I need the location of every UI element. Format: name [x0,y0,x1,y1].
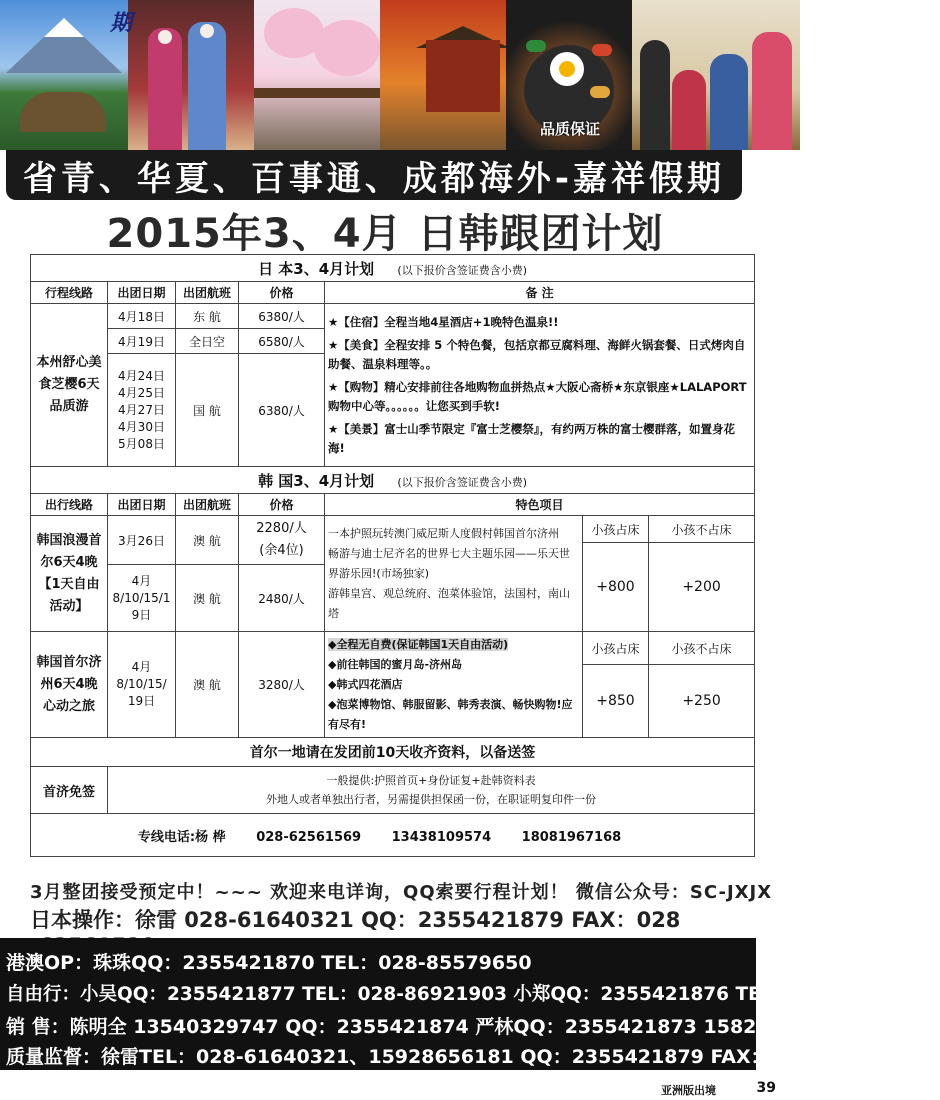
page-number: 39 [756,1080,776,1096]
visa-free-requirements: 一般提供:护照首页+身份证复+赴韩资料表 外地人或者单独出行者，另需提供担保函一份，在职证明复印件一份 [108,767,755,814]
quality-supervision-contact: 质量监督：徐雷TEL：028-61640321、15928656181 QQ：2355421879 FAX：028-62561520 [6,1046,923,1068]
agency-banner: 省青、华夏、百事通、成都海外-嘉祥假期 [6,150,742,200]
korea-route-2: 韩国首尔济州6天4晚心动之旅 [31,632,108,738]
publisher-label: 亚洲版出境 [661,1084,716,1097]
price: 3280/人 [239,632,325,738]
autumn-temple-photo [380,0,506,150]
note-scenery: ★【美景】富士山季节限定『富士芝樱祭』，有约两万株的富士樱群落，如置身花海! [328,421,736,455]
japan-column-headers [31,282,755,304]
airline: 全日空 [176,329,239,354]
col-price: 价格 [239,494,325,516]
table-row [31,304,755,329]
departure-dates: 4月 8/10/15/1 9日 [108,565,176,632]
korea-tour1-features: 一本护照玩转澳门威尼斯人度假村韩国首尔济州 畅游与迪士尼齐名的世界七大主题乐园——乐天世界游乐园!(市场独家) 游韩皇宫、观总统府、泡菜体验馆，法国村，南山塔 [325,516,583,632]
sales-contact: 销 售：陈明全 13540329747 QQ：2355421874 严林QQ：2355421873 15828313386 [6,1016,849,1038]
airline: 澳 航 [176,632,239,738]
child-nobed-label: 小孩不占床 [649,516,755,543]
geisha-photo [128,0,254,150]
child-nobed-price: +250 [649,665,755,738]
child-nobed-label: 小孩不占床 [649,632,755,665]
hanbok-family-photo [632,0,800,150]
col-route: 行程线路 [31,282,108,304]
korea-column-headers [31,494,755,516]
airline: 国 航 [176,354,239,467]
col-airline: 出团航班 [176,282,239,304]
mount-fuji-photo [0,0,128,150]
cherry-blossom-photo [254,0,380,150]
child-bed-label: 小孩占床 [583,516,649,543]
visa-free-label: 首济免签 [31,767,108,814]
japan-section-title: 日 本3、4月计划 [258,259,375,278]
child-bed-price: +850 [583,665,649,738]
departure-date: 4月18日 [108,304,176,329]
price: 6580/人 [239,329,325,354]
visa-free-row [31,767,755,814]
hotline [31,814,755,857]
banner-title-fragment: 期 [110,11,133,36]
bibimbap-photo [506,0,632,150]
hk-macau-op-contact: 港澳OP：珠珠QQ：2355421870 TEL：028-85579650 [6,952,532,974]
korea-section-note: (以下报价含签证费含小费) [397,475,528,489]
korea-section-title: 韩 国3、4月计划 [258,471,375,490]
japan-notes [325,304,755,467]
note-shopping: ★【购物】精心安排前往各地购物血拼热点★大阪心斋桥★东京银座★LALAPORT购物中心等。。。。。。让您买到手软! [328,379,747,413]
table-row [31,632,755,665]
phone-number[interactable]: 18081967168 [521,829,622,845]
tour-plan-table [30,254,755,857]
japan-operator-contact: 日本操作：徐雷 028-61640321 QQ：2355421879 FAX：028 [30,908,681,932]
departure-date: 4月19日 [108,329,176,354]
booking-info: 3月整团接受预定中！~~~ 欢迎来电详询，QQ索要行程计划！ 微信公众号：SC-JXJX [30,882,773,903]
col-features: 特色项目 [325,494,755,516]
independent-travel-contact: 自由行：小吴QQ：2355421877 TEL：028-86921903 小郑QQ：2355421876 TEL：028-86921903 [6,984,940,1005]
visa-notice: 首尔一地请在发团前10天收齐资料，以备送签 [31,738,755,767]
price: 6380/人 [239,304,325,329]
child-bed-price: +800 [583,543,649,632]
page-title: 2015年3、4月 日韩跟团计划 [106,211,664,257]
price: 6380/人 [239,354,325,467]
airline: 澳 航 [176,516,239,565]
note-food: ★【美食】全程安排 5 个特色餐，包括京都豆腐料理、海鲜火锅套餐、日式烤肉自助餐、温泉料理等。。 [328,337,746,371]
japan-section-note: (以下报价含签证费含小费) [397,263,528,277]
korea-route-1: 韩国浪漫首尔6天4晚【1天自由活动】 [31,516,108,632]
airline: 澳 航 [176,565,239,632]
phone-label: 专线电话:杨 桦 [137,829,226,845]
airline: 东 航 [176,304,239,329]
contacts-panel [0,938,940,1070]
price: 2280/人 (余4位) [239,516,325,565]
col-date: 出团日期 [108,494,176,516]
phone-row [31,814,755,857]
korea-section-header [31,467,755,494]
col-date: 出团日期 [108,282,176,304]
child-bed-label: 小孩占床 [583,632,649,665]
departure-date: 3月26日 [108,516,176,565]
phone-number[interactable]: 13438109574 [391,829,492,845]
col-route: 出行线路 [31,494,108,516]
visa-notice-row [31,738,755,767]
col-airline: 出团航班 [176,494,239,516]
col-notes: 备 注 [325,282,755,304]
phone-number[interactable]: 028-62561569 [256,829,362,845]
quality-tag: 品质保证 [540,120,601,138]
child-nobed-price: +200 [649,543,755,632]
price: 2480/人 [239,565,325,632]
korea-tour2-features: ◆全程无自费(保证韩国1天自由活动) ◆前往韩国的蜜月岛-济州岛 ◆韩式四花酒店 ◆泡菜博物馆、韩服留影、韩秀表演、畅快购物!应有尽有! [325,632,583,738]
departure-dates: 4月24日 4月25日 4月27日 4月30日 5月08日 [108,354,176,467]
note-lodging: ★【住宿】全程当地4星酒店+1晚特色温泉!! [328,314,559,329]
japan-route: 本州舒心美食芝樱6天品质游 [31,304,108,467]
table-row [31,516,755,543]
japan-section-header [31,255,755,282]
col-price: 价格 [239,282,325,304]
departure-dates: 4月 8/10/15/ 19日 [108,632,176,738]
